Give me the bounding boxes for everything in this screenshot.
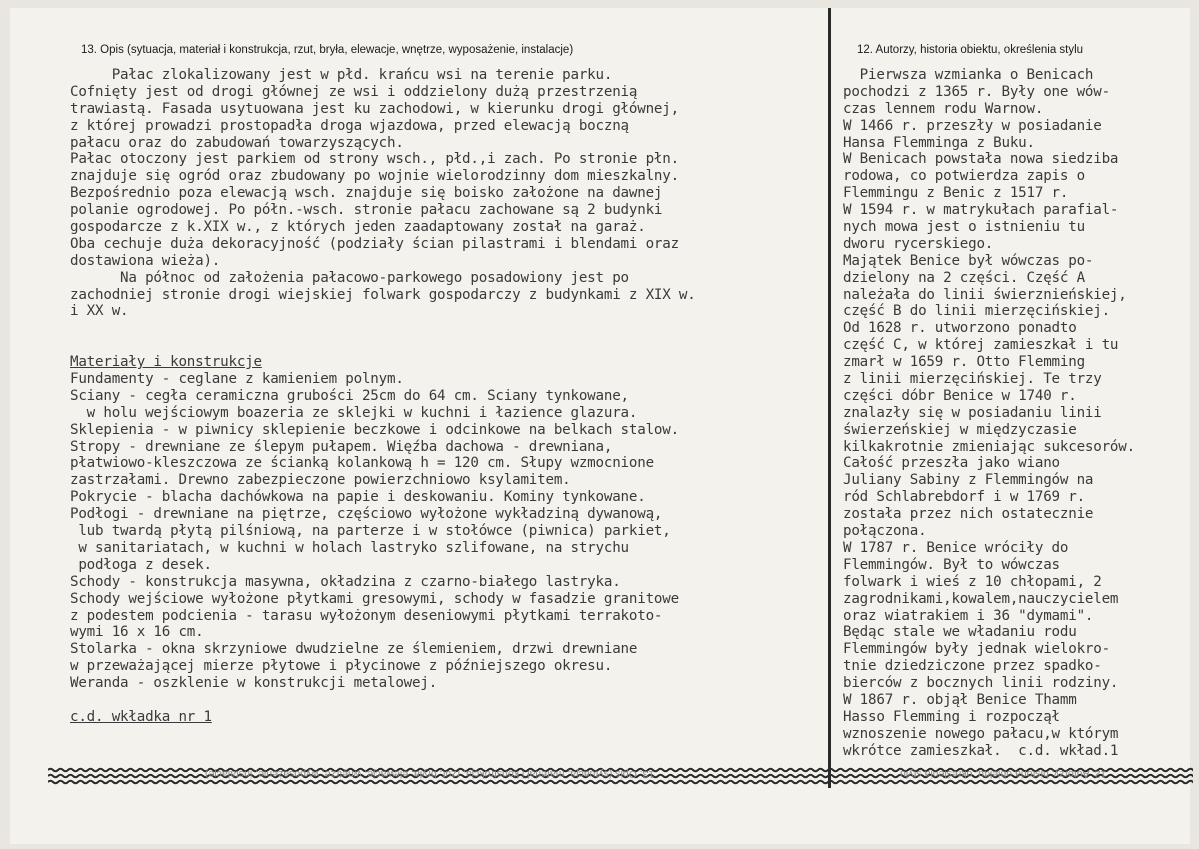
text-line: folwark i wieś z 10 chłopami, 2 — [843, 573, 1102, 590]
text-line: ród Schlabrebdorf i w 1769 r. — [843, 489, 1085, 506]
text-line: podłoga z desek. — [70, 556, 212, 573]
text-line: tnie dziedziczone przez spadko- — [843, 658, 1102, 675]
text-line: dworu rycerskiego. — [843, 235, 994, 252]
text-line: w przeważającej mierze płytowe i płycinowe z późniejszego okresu. — [70, 658, 613, 675]
left-section-header: 13. Opis (sytuacja, materiał i konstrukcja, rzut, bryła, elewacje, wnętrze, wyposażenie, instalacje) — [81, 44, 574, 56]
text-line: Sciany - cegła ceramiczna grubości 25cm do 64 cm. Sciany tynkowane, — [70, 387, 629, 404]
text-line: zmarł w 1659 r. Otto Flemming — [843, 354, 1085, 371]
text-line: Na północ od założenia pałacowo-parkowego posadowiony jest po — [70, 269, 629, 286]
text-line: została przez nich ostatecznie — [843, 506, 1094, 523]
text-line: W 1594 r. w matrykułach parafial- — [843, 202, 1119, 219]
text-line: znajduje się ogród oraz zbudowany po wojnie wielorodzinny dom mieszkalny. — [70, 168, 679, 185]
text-line: oraz wiatrakiem i 36 "dymami". — [843, 607, 1094, 624]
text-line: płatwiowo-kleszczowa ze ścianką kolankową h = 120 cm. Słupy wzmocnione — [70, 455, 654, 472]
text-line: Pierwsza wzmianka o Benicach — [843, 67, 1094, 83]
text-line: Stropy - drewniane ze ślepym pułapem. Więźba dachowa - drewniana, — [70, 438, 613, 455]
text-line: rodowa, co potwierdza zapis o — [843, 168, 1085, 185]
text-line: Pokrycie - blacha dachówkowa na papie i deskowaniu. Kominy tynkowane. — [70, 489, 646, 506]
text-line: gospodarcze z k.XIX w., z których jeden zaadaptowany został na garaż. — [70, 219, 646, 236]
text-line: W 1787 r. Benice wróciły do — [843, 539, 1069, 556]
right-section-header: 12. Autorzy, historia obiektu, określenia stylu — [857, 44, 1084, 56]
text-line: w sanitariatach, w kuchni w holach lastryko szlifowane, na strychu — [70, 539, 629, 556]
text-line: Od 1628 r. utworzono ponadto — [843, 320, 1077, 337]
text-line: wkrótce zamieszkał. c.d. wkład.1 — [843, 742, 1119, 759]
text-line: Flemmingu z Benic z 1517 r. — [843, 185, 1069, 202]
text-line: wznoszenie nowego pałacu,w którym — [843, 725, 1119, 742]
text-line — [70, 320, 696, 337]
text-line: część C, w której zamieszkał i tu — [843, 337, 1119, 354]
text-line: nych mowa jest o istnieniu tu — [843, 219, 1085, 236]
history-text — [843, 67, 1135, 760]
text-line: część B do linii mierzęcińskiej. — [843, 303, 1110, 320]
text-line: części dóbr Benice w 1740 r. — [843, 387, 1077, 404]
text-line: w holu wejściowym boazeria ze sklejki w kuchni i łazience glazura. — [70, 404, 638, 421]
text-line: Schody wejściowe wyłożone płytkami gresowymi, schody w fasadzie granitowe — [70, 590, 679, 607]
text-line: należała do linii świerznieńskiej, — [843, 286, 1127, 303]
text-line: Stolarka - okna skrzyniowe dwudzielne ze ślemieniem, drzwi drewniane — [70, 641, 638, 658]
text-line — [70, 337, 696, 354]
mirrored-left-header: 13. Opis (sytuacja, materiał i konstrukcja, rzut, bryła, elewacje, wnętrze, wyposażenie, instalacje) — [205, 768, 655, 780]
text-line: W 1867 r. objął Benice Thamm — [843, 691, 1077, 708]
text-line: świerzeńskiej w międzyczasie — [843, 421, 1077, 438]
text-line: Sklepienia - w piwnicy sklepienie beczkowe i odcinkowe na belkach stalow. — [70, 421, 679, 438]
text-line: Będąc stale we władaniu rodu — [843, 624, 1077, 641]
text-line: zastrzałami. Drewno zabezpieczone powierzchniowo ksylamitem. — [70, 472, 571, 489]
mirrored-right-header: 12. Autorzy, historia obiektu, określenia stylu — [900, 768, 1107, 780]
text-line: Pałac otoczony jest parkiem od strony wsch., płd.,i zach. Po stronie płn. — [70, 151, 679, 168]
text-line: pałacu oraz do zabudowań towarzyszących. — [70, 134, 404, 151]
text-line: Hansa Flemminga z Buku. — [843, 134, 1035, 151]
text-line: Bezpośrednio poza elewacją wsch. znajduje się boisko założone na dawnej — [70, 185, 663, 202]
text-line: Weranda - oszklenie w konstrukcji metalowej. — [70, 675, 438, 692]
text-line: Majątek Benice był wówczas po- — [843, 252, 1094, 269]
text-line: z podestem podcienia - tarasu wyłożonym deseniowymi płytkami terrakoto- — [70, 607, 663, 624]
text-line: dostawiona wieża). — [70, 252, 221, 269]
text-line: i XX w. — [70, 303, 129, 320]
text-line: lub twardą płytą pilśniową, na parterze i w stołówce (piwnica) parkiet, — [70, 523, 671, 540]
text-line: kilkakrotnie zmieniając sukcesorów. — [843, 438, 1135, 455]
text-line: Schody - konstrukcja masywna, okładzina z czarno-białego lastryka. — [70, 573, 621, 590]
text-line: pochodzi z 1365 r. Były one wów- — [843, 83, 1110, 100]
description-text — [70, 67, 696, 726]
text-line: z linii mierzęcińskiej. Te trzy — [843, 371, 1102, 388]
text-line: W Benicach powstała nowa siedziba — [843, 151, 1119, 168]
text-line: polanie ogrodowej. Po półn.-wsch. stronie pałacu zachowane są 2 budynki — [70, 202, 663, 219]
text-line: zagrodnikami,kowalem,nauczycielem — [843, 590, 1119, 607]
text-line: Cofnięty jest od drogi głównej ze wsi i oddzielony dużą przestrzenią — [70, 83, 638, 100]
text-line: Podłogi - drewniane na piętrze, częściowo wyłożone wykładziną dywanową, — [70, 506, 663, 523]
text-line: W 1466 r. przeszły w posiadanie — [843, 117, 1102, 134]
text-line: Fundamenty - ceglane z kamieniem polnym. — [70, 371, 404, 388]
text-line: dzielony na 2 części. Część A — [843, 269, 1085, 286]
text-line: Oba cechuje duża dekoracyjność (podziały ścian pilastrami i blendami oraz — [70, 235, 679, 252]
text-line: wymi 16 x 16 cm. — [70, 624, 204, 641]
text-line — [70, 692, 696, 709]
text-line: czas lennem rodu Warnow. — [843, 100, 1044, 117]
text-line: c.d. wkładka nr 1 — [70, 708, 212, 725]
text-line: Całość przeszła jako wiano — [843, 455, 1060, 472]
text-line: Materiały i konstrukcje — [70, 354, 262, 371]
text-line: Hasso Flemming i rozpoczął — [843, 708, 1060, 725]
text-line: Juliany Sabiny z Flemmingów na — [843, 472, 1094, 489]
text-line: Flemmingów. Był to wówczas — [843, 556, 1060, 573]
text-line: Pałac zlokalizowany jest w płd. krańcu wsi na terenie parku. — [70, 67, 613, 83]
text-line: Flemmingów były jednak wielokro- — [843, 641, 1110, 658]
text-line: połączona. — [843, 523, 927, 540]
text-line: z której prowadzi prostopadła droga wjazdowa, przed elewacją boczną — [70, 117, 629, 134]
text-line: bierców z bocznych linii rodziny. — [843, 675, 1119, 692]
text-line: zachodniej stronie drogi wiejskiej folwark gospodarczy z budynkami z XIX w. — [70, 286, 696, 303]
column-divider — [828, 8, 831, 788]
text-line: trawiastą. Fasada usytuowana jest ku zachodowi, w kierunku drogi głównej, — [70, 100, 679, 117]
text-line: znalazły się w posiadaniu linii — [843, 404, 1102, 421]
